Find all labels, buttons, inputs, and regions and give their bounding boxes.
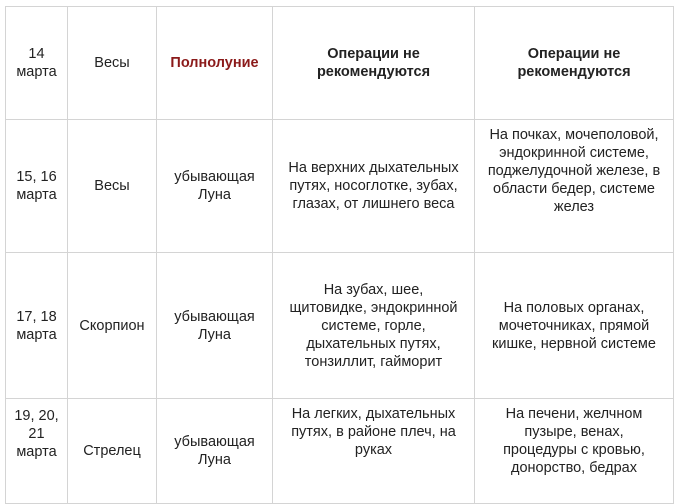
moon-phase-text: Полнолуние bbox=[170, 55, 259, 71]
operations-text: Операции не рекомендуются bbox=[517, 46, 631, 80]
operations-cell bbox=[475, 399, 674, 504]
operations-text: На половых органах, мочеточниках, прямой кишке, нервной системе bbox=[492, 299, 656, 352]
date-text: 17, 18 марта bbox=[16, 308, 57, 343]
operations-cell bbox=[273, 253, 475, 399]
operations-cell bbox=[475, 120, 674, 253]
date-cell bbox=[6, 7, 68, 120]
operations-text: На легких, дыхательных путях, в районе плеч, на руках bbox=[291, 406, 456, 458]
operations-text: На верхних дыхательных путях, носоглотке, зубах, глазах, от лишнего веса bbox=[288, 160, 459, 212]
phase-cell bbox=[157, 7, 273, 120]
moon-surgery-calendar-table bbox=[5, 6, 674, 504]
date-cell bbox=[6, 399, 68, 504]
table-row bbox=[6, 399, 674, 504]
moon-phase-text: убывающая Луна bbox=[174, 169, 255, 203]
operations-text: На печени, желчном пузыре, венах, процедуры с кровью, донорство, бедрах bbox=[503, 406, 645, 476]
sign-cell bbox=[68, 120, 157, 253]
zodiac-sign-text: Весы bbox=[94, 178, 130, 194]
moon-phase-text: убывающая Луна bbox=[174, 434, 255, 468]
operations-cell bbox=[273, 399, 475, 504]
sign-cell bbox=[68, 7, 157, 120]
operations-cell bbox=[475, 7, 674, 120]
table-row bbox=[6, 120, 674, 253]
date-cell bbox=[6, 253, 68, 399]
moon-phase-text: убывающая Луна bbox=[174, 308, 255, 343]
operations-text: На почках, мочеполовой, эндокринной системе, поджелудочной железе, в области бедер, системе желез bbox=[487, 127, 661, 215]
date-text: 15, 16 марта bbox=[16, 169, 57, 203]
zodiac-sign-text: Стрелец bbox=[83, 443, 141, 459]
sign-cell bbox=[68, 399, 157, 504]
zodiac-sign-text: Скорпион bbox=[79, 317, 145, 334]
sign-cell bbox=[68, 253, 157, 399]
operations-cell bbox=[273, 7, 475, 120]
table-row bbox=[6, 253, 674, 399]
operations-text: На зубах, шее, щитовидке, эндокринной системе, горле, дыхательных путях, тонзиллит, гайморит bbox=[289, 281, 458, 370]
table-row bbox=[6, 7, 674, 120]
operations-cell bbox=[475, 253, 674, 399]
operations-text: Операции не рекомендуются bbox=[316, 46, 431, 80]
date-cell bbox=[6, 120, 68, 253]
date-text: 19, 20, 21 марта bbox=[14, 408, 59, 460]
operations-cell bbox=[273, 120, 475, 253]
phase-cell bbox=[157, 253, 273, 399]
phase-cell bbox=[157, 399, 273, 504]
phase-cell bbox=[157, 120, 273, 253]
zodiac-sign-text: Весы bbox=[94, 55, 130, 71]
date-text: 14 марта bbox=[16, 46, 57, 80]
